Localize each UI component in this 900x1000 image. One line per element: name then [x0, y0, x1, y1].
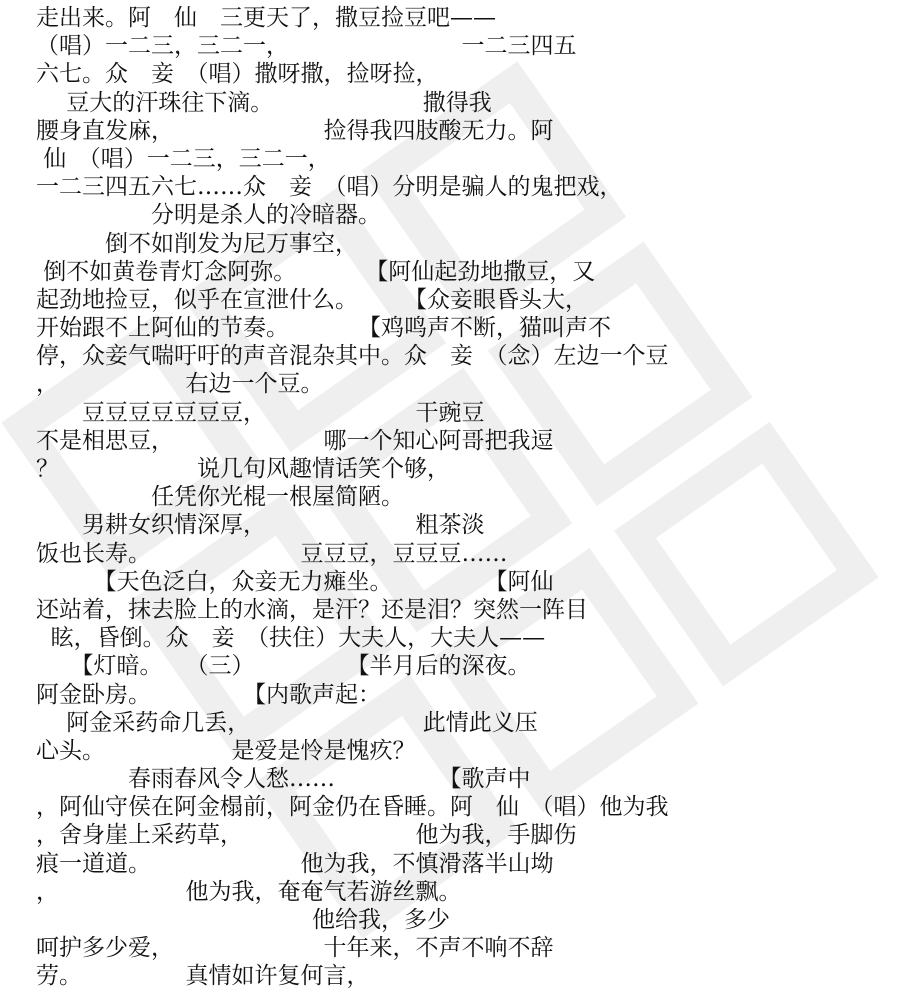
text-line: 豆豆豆豆豆豆豆， 干豌豆 — [36, 399, 485, 426]
text-line: 不是相思豆， 哪一个知心阿哥把我逗 — [36, 427, 554, 454]
text-line: 呵护多少爱， 十年来，不声不响不辞 — [36, 935, 554, 962]
text-line: 心头。 是爱是怜是愧疚？ — [36, 737, 416, 764]
text-line: 倒不如削发为尼万事空， — [36, 230, 358, 257]
text-line: ， 他为我，奄奄气若游丝飘。 — [36, 878, 462, 905]
text-line: 任凭你光棍一根屋简陋。 — [36, 484, 404, 511]
text-line: 阿金卧房。 【内歌声起： — [36, 681, 381, 708]
text-line: 停，众妾气喘吁吁的声音混杂其中。众 妾 （念）左边一个豆 — [36, 343, 669, 370]
text-line: （唱）一二三，三二一， 一二三四五 — [36, 33, 577, 60]
script-text — [36, 4, 876, 991]
text-line: 他给我，多少 — [36, 907, 450, 933]
text-line: ， 右边一个豆。 — [36, 371, 324, 398]
text-line: 六七。众 妾 （唱）撒呀撒，捡呀捡， — [36, 61, 439, 88]
text-line: 【灯暗。 （三） 【半月后的深夜。 — [36, 653, 531, 680]
text-line: 饭也长寿。 豆豆豆，豆豆豆…… — [36, 540, 508, 567]
text-line: 眩，昏倒。众 妾 （扶住）大夫人，大夫人—— — [36, 625, 546, 652]
text-line: 还站着，抹去脸上的水滴，是汗？还是泪？突然一阵目 — [36, 596, 588, 623]
text-line: 豆大的汗珠往下滴。 撒得我 — [36, 89, 492, 116]
text-line: ？ 说几句风趣情话笑个够， — [36, 456, 450, 482]
text-line: ，阿仙守侯在阿金榻前，阿金仍在昏睡。阿 仙 （唱）他为我 — [36, 794, 669, 821]
text-line: 劳。 真情如许复何言， — [36, 963, 370, 990]
text-line: ，舍身崖上采药草， 他为我，手脚伤 — [36, 822, 577, 849]
text-line: 开始跟不上阿仙的节奏。 【鸡鸣声不断，猫叫声不 — [36, 315, 611, 342]
text-line: 【天色泛白，众妾无力瘫坐。 【阿仙 — [36, 568, 554, 595]
text-line: 痕一道道。 他为我，不慎滑落半山坳 — [36, 850, 554, 877]
text-line: 春雨春风令人愁…… 【歌声中 — [36, 766, 531, 793]
text-line: 男耕女织情深厚， 粗茶淡 — [36, 512, 485, 539]
text-line: 腰身直发麻， 捡得我四肢酸无力。阿 — [36, 117, 554, 144]
text-line: 阿金采药命几丢， 此情此义压 — [36, 709, 538, 736]
text-line: 分明是杀人的冷暗器。 — [36, 202, 381, 229]
text-line: 仙 （唱）一二三，三二一， — [36, 145, 331, 172]
text-line: 走出来。阿 仙 三更天了，撒豆捡豆吧—— — [36, 5, 496, 31]
text-line: 倒不如黄卷青灯念阿弥。 【阿仙起劲地撒豆，又 — [36, 258, 596, 285]
text-line: 起劲地捡豆，似乎在宣泄什么。 【众妾眼昏头大， — [36, 286, 588, 313]
text-line: 一二三四五六七……众 妾 （唱）分明是骗人的鬼把戏， — [36, 174, 623, 201]
